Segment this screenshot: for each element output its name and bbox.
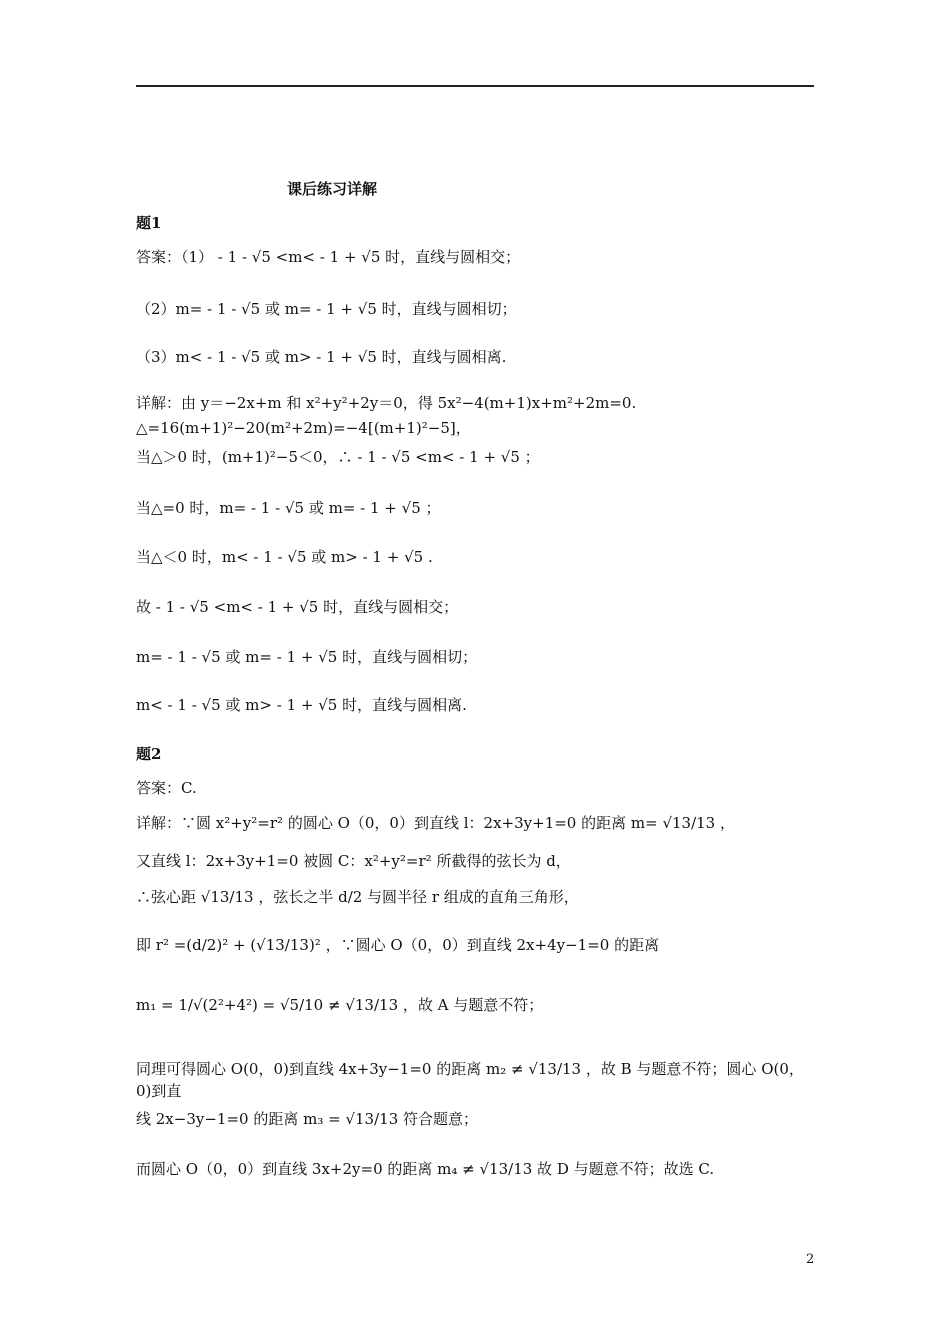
q1-line: m< - 1 - √5 或 m> - 1 + √5 时，直线与圆相离. (136, 696, 467, 714)
q2-line: 答案：C. (136, 779, 197, 797)
header-rule (136, 85, 814, 87)
q2-line: 而圆心 O（0，0）到直线 3x+2y=0 的距离 m₄ ≠ √13/13 故 D 与题意不符；故选 C. (136, 1160, 715, 1178)
q1-line: 详解：由 y＝−2x+m 和 x²+y²+2y＝0，得 5x²−4(m+1)x+m²+2m=0. (136, 394, 637, 412)
q2-line: 即 r² =(d/2)² + (√13/13)² ，∵圆心 O（0，0）到直线 2x+4y−1=0 的距离 (136, 936, 660, 954)
q1-line: 故 - 1 - √5 <m< - 1 + √5 时，直线与圆相交； (136, 598, 459, 616)
q2-line: 详解：∵圆 x²+y²=r² 的圆心 O（0，0）到直线 l：2x+3y+1=0 的距离 m= √13/13 ， (136, 814, 735, 832)
q1-line: 当△＞0 时，(m+1)²−5＜0，∴ - 1 - √5 <m< - 1 + √5 ； (136, 448, 540, 466)
q1-heading: 题1 (136, 214, 162, 232)
q1-line: 当△＜0 时，m< - 1 - √5 或 m> - 1 + √5 . (136, 548, 433, 566)
section-title: 课后练习详解 (287, 180, 378, 198)
q1-line: m= - 1 - √5 或 m= - 1 + √5 时，直线与圆相切； (136, 648, 478, 666)
q1-line: 当△=0 时，m= - 1 - √5 或 m= - 1 + √5 ； (136, 499, 441, 517)
q2-line: 线 2x−3y−1=0 的距离 m₃ = √13/13 符合题意； (136, 1110, 479, 1128)
page-number: 2 (806, 1252, 815, 1267)
q1-line: （3）m< - 1 - √5 或 m> - 1 + √5 时，直线与圆相离. (136, 348, 507, 366)
q1-line: （2）m= - 1 - √5 或 m= - 1 + √5 时，直线与圆相切； (136, 300, 517, 318)
q2-line: m₁ = 1/√(2²+4²) = √5/10 ≠ √13/13 ，故 A 与题意不符； (136, 996, 544, 1014)
q2-line: ∴弦心距 √13/13 ，弦长之半 d/2 与圆半径 r 组成的直角三角形， (136, 888, 579, 906)
q2-heading: 题2 (136, 745, 162, 763)
q2-line: 又直线 l：2x+3y+1=0 被圆 C：x²+y²=r² 所截得的弦长为 d， (136, 852, 571, 870)
q2-line: 同理可得圆心 O(0，0)到直线 4x+3y−1=0 的距离 m₂ ≠ √13/13 ，故 B 与题意不符；圆心 O(0，0)到直 (136, 1060, 804, 1100)
q1-line: 答案：（1） - 1 - √5 <m< - 1 + √5 时，直线与圆相交； (136, 248, 521, 266)
q1-line: △=16(m+1)²−20(m²+2m)=−4[(m+1)²−5]， (136, 419, 471, 437)
